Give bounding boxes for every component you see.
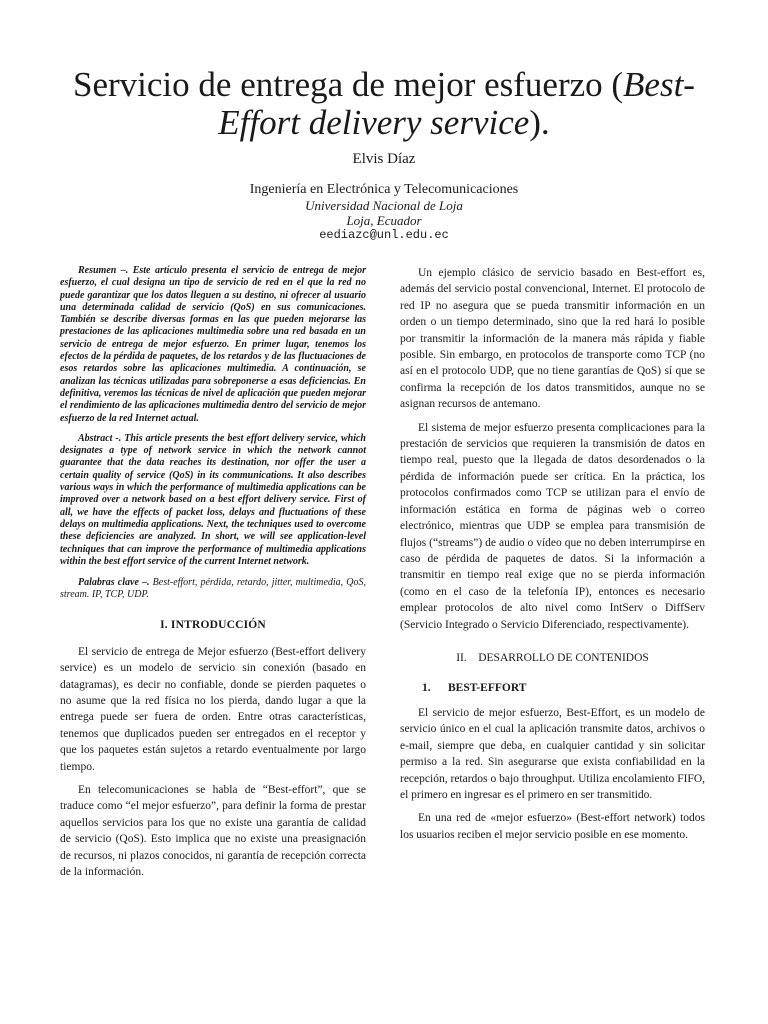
title-main: Servicio de entrega de mejor esfuerzo ( (73, 65, 624, 104)
author-name: Elvis Díaz (352, 151, 416, 167)
right-paragraph-1: Un ejemplo clásico de servicio basado en Best-effort es, además del servicio postal convencional, Internet. El protocolo de red IP no asegura que se pueda transmitir información en un orden o un tiempo determinado, sino que la red hará lo posible por transmitir la información de la manera más rápida y fiable posible. Sin embargo, en protocolos de transporte como TCP (no así en el protocolo UDP, que no tiene garantías de QoS) sí que se confirma la recepción de los datos transmitidos, aunque no se asignan recursos de antemano. (400, 267, 705, 411)
keywords-paragraph (60, 577, 366, 602)
author-block (0, 150, 768, 243)
right-column (400, 265, 705, 843)
title-end: ). (529, 103, 550, 142)
subsection-number: 1. (422, 681, 431, 694)
author-department: Ingeniería en Electrónica y Telecomunicaciones (249, 182, 519, 197)
resumen-paragraph: Resumen –. Este artículo presenta el servicio de entrega de mejor esfuerzo, el cual designa un tipo de servicio de red en el que la red no puede garantizar que los datos lleguen a su destino, ni ofrecer al usuario una determinada calidad de servicio (QoS) en sus comunicaciones. También se describe diversas formas en las que pueden mejorarse las prestaciones de las aplicaciones multimedia sobre una red basada en un servicio de entrega de mejor esfuerzo. En primer lugar, tenemos los efectos de la pérdida de paquetes, de los retardos y de las fluctuaciones de esos retardos sobre las aplicaciones multimedia. A continuación, se analizan las técnicas utilizadas para sobreponerse a esas deficiencias. En definitiva, veremos las técnicas de nivel de aplicación que pueden mejorar el rendimiento de las aplicaciones multimedia dentro del servicio de mejor esfuerzo de la red Internet actual. (60, 265, 366, 424)
section-heading-introduccion: I. INTRODUCCIÓN (160, 618, 266, 631)
keywords-list: Best-effort, pérdida, retardo, jitter, multimedia, QoS, stream. IP, TCP, UDP. (60, 577, 367, 601)
left-column (60, 265, 366, 880)
best-effort-paragraph-1: El servicio de mejor esfuerzo, Best-Effort, es un modelo de servicio único en el cual la aplicación transmite datos, archivos o e-mail, siempre que deba, en cualquier cantidad y sin solicitar permiso a la red. Sin asegurarse que exista confiabilidad en la recepción, retardos o bajo throughput. Utiliza encolamiento FIFO, el primero en ingresar es el primero en ser transmitido. (400, 706, 705, 801)
paper-title (60, 66, 708, 142)
title-italic: Best-Effort delivery service (218, 65, 695, 142)
author-email: eediazc@unl.edu.ec (319, 228, 449, 242)
section-heading-desarrollo: II. DESARROLLO DE CONTENIDOS (456, 651, 649, 664)
subsection-heading-best-effort (400, 681, 705, 695)
keywords-label: Palabras clave –. (78, 577, 150, 589)
abstract-paragraph: Abstract -. This article presents the best effort delivery service, which designates a type of network service in which the network cannot guarantee that the data reaches its destination, nor offer the user a certain quality of service (QoS) in its communications. It also describes various ways in which the performance of multimedia applications can be improved over a network based on a best effort delivery service. First of all, we have the effects of packet loss, delays and fluctuations of these delays on multimedia applications. Next, the techniques used to overcome these deficiencies are analyzed. In short, we will see application-level techniques that can improve the performance of multimedia applications within the best effort service of the current Internet network. (60, 432, 366, 567)
author-location: Loja, Ecuador (346, 213, 422, 228)
right-paragraph-2: El sistema de mejor esfuerzo presenta complicaciones para la prestación de servicios que requieren la transmisión de datos en tiempo real, puesto que la llegada de datos desordenados o la pérdida de información puede ser crítica. En la práctica, los protocolos confirmados como TCP se utilizan para el envío de información estática en forma de páginas web o correo electrónico, mientras que UDP se emplea para transmisión de flujos (“streams”) de audio o vídeo que no deben interrumpirse en caso de pérdida de paquetes de datos. Si la información a transmitir en tiempo real exige que no se pierda información (como en el caso de la telefonía IP), entonces es necesario emplear protocolos de alto nivel como IntServ o DiffServ (Servicio Integrado o Servicio Diferenciado, respectivamente). (400, 421, 705, 631)
author-university: Universidad Nacional de Loja (305, 198, 463, 213)
intro-paragraph-2: En telecomunicaciones se habla de “Best-effort”, que se traduce como “el mejor esfuerzo”, para definir la forma de prestar aquellos servicios para los que no existe una garantía de calidad de servicio (QoS). Esto implica que no existe una preasignación de recursos, ni plazos conocidos, ni garantía de recepción correcta de la información. (60, 783, 366, 878)
intro-paragraph-1: El servicio de entrega de Mejor esfuerzo (Best-effort delivery service) es un modelo de servicio sin conexión (basado en datagramas), es decir no confiable, donde se pierden paquetes o no asume que la red física no los pierda, dando lugar a que la entrega puede ser fuera de orden. Entre otras características, tenemos que duplicados pueden ser entregados en el receptor y que los paquetes están sujetos a retardo eventualmente por largo tiempo. (60, 645, 366, 773)
subsection-title: BEST-EFFORT (448, 681, 527, 694)
best-effort-paragraph-2: En una red de «mejor esfuerzo» (Best-effort network) todos los usuarios reciben el mejor servicio posible en ese momento. (400, 812, 705, 841)
